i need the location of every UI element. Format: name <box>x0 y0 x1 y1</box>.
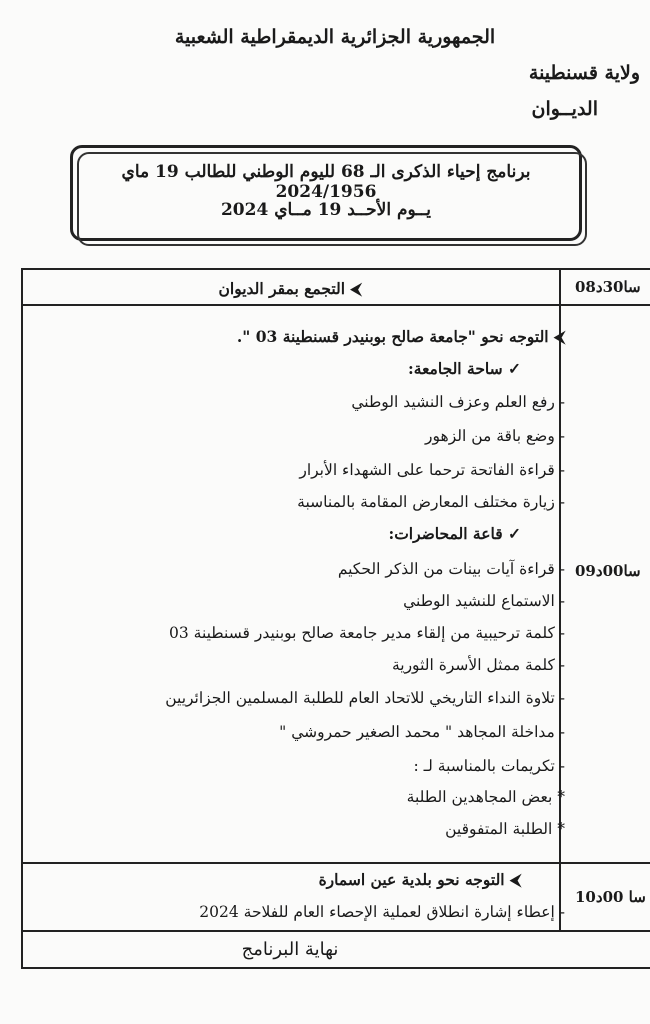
schedule-item: ⮜ التجمع بمقر الديوان <box>218 279 362 298</box>
schedule-item: - كلمة ممثل الأسرة الثورية <box>391 656 565 674</box>
program-end: نهاية البرنامج <box>241 939 339 960</box>
row-divider <box>21 862 650 864</box>
schedule-item: - زيارة مختلف المعارض المقامة بالمناسبة <box>297 493 565 511</box>
time-cell: 09سا00د <box>575 562 641 580</box>
schedule-item: - إعطاء إشارة انطلاق لعملية الإحصاء العام للفلاحة 2024 <box>199 903 565 921</box>
wilaya-heading: ولاية قسنطينة <box>528 62 640 84</box>
republic-heading: الجمهورية الجزائرية الديمقراطية الشعبية <box>174 26 496 48</box>
program-title: برنامج إحياء الذكرى الـ 68 لليوم الوطني للطالب 19 ماي 2024/1956 <box>121 162 531 202</box>
row-divider <box>21 304 650 306</box>
time-cell: 08سا30د <box>575 278 641 296</box>
schedule-item: - قراءة آيات بينات من الذكر الحكيم <box>337 560 565 578</box>
schedule-item: ⮜ التوجه نحو "جامعة صالح بوبنيدر قسنطينة 03 ". <box>236 327 565 346</box>
schedule-item: * الطلبة المتفوقين <box>445 820 565 838</box>
time-cell: 10سا 00د <box>575 888 646 906</box>
schedule-item: - رفع العلم وعزف النشيد الوطني <box>351 393 565 411</box>
schedule-item: ⮜ التوجه نحو بلدية عين اسمارة <box>318 870 521 889</box>
schedule-item: - كلمة ترحيبية من إلقاء مدير جامعة صالح بوبنيدر قسنطينة 03 <box>168 624 565 642</box>
program-date: يــوم الأحــد 19 مــاي 2024 <box>220 200 432 220</box>
schedule-subheading: ✓ ساحة الجامعة: <box>408 359 521 378</box>
schedule-item: * بعض المجاهدين الطلبة <box>406 788 565 806</box>
schedule-item: - تلاوة النداء التاريخي للاتحاد العام للطلبة المسلمين الجزائريين <box>165 689 565 707</box>
schedule-item: - قراءة الفاتحة ترحما على الشهداء الأبرار <box>299 461 565 479</box>
diwan-heading: الديــوان <box>531 98 598 120</box>
program-title-box <box>70 145 582 241</box>
schedule-subheading: ✓ قاعة المحاضرات: <box>388 524 521 543</box>
schedule-item: - تكريمات بالمناسبة لـ : <box>413 757 565 775</box>
schedule-item: - الاستماع للنشيد الوطني <box>403 592 565 610</box>
schedule-item: - مداخلة المجاهد " محمد الصغير حمروشي " <box>279 723 565 741</box>
row-divider <box>21 930 650 932</box>
schedule-item: - وضع باقة من الزهور <box>425 427 565 445</box>
schedule-table <box>21 268 650 969</box>
